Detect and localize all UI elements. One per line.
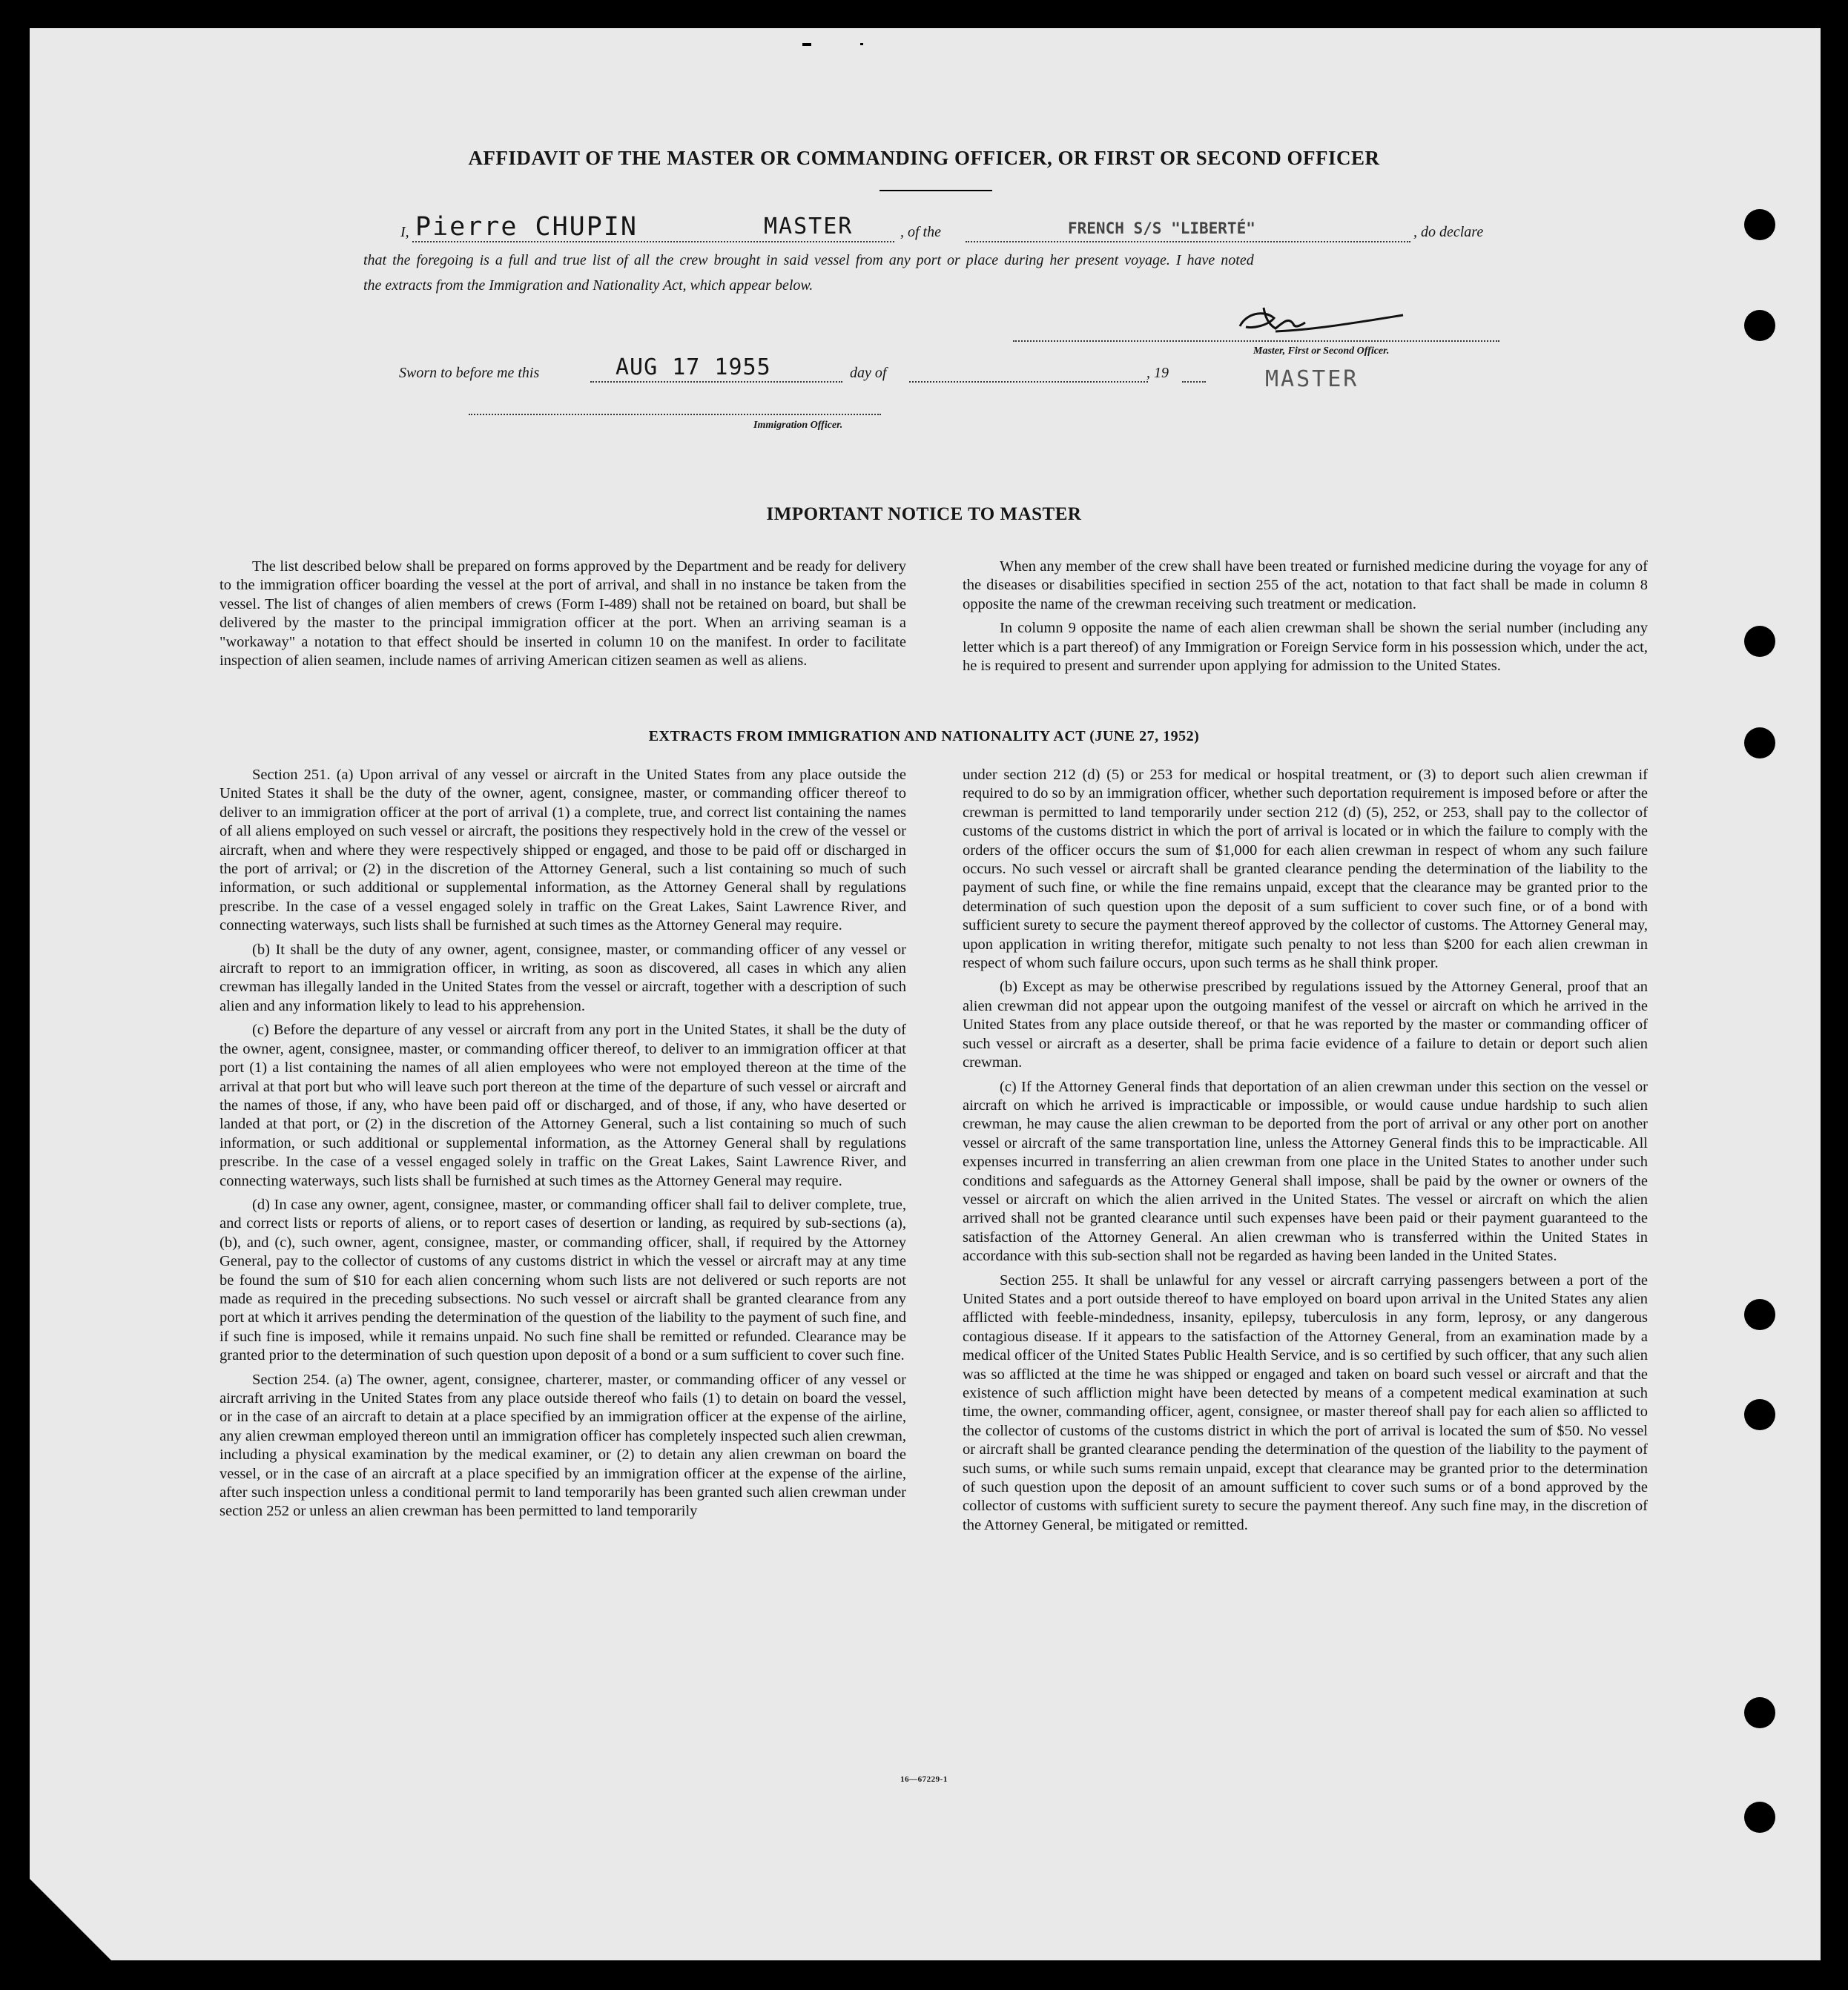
sworn-label: Sworn to before me this — [399, 365, 540, 381]
master-name: Pierre CHUPIN — [415, 212, 638, 242]
extracts-left-column — [220, 766, 906, 1527]
sworn-date: AUG 17 1955 — [616, 354, 771, 380]
day-of-label: day of — [850, 365, 887, 381]
declaration-line-3: the extracts from the Immigration and Nationality Act, which appear below. — [363, 277, 814, 294]
statute-paragraph: (d) In case any owner, agent, consignee, master, or commanding officer shall fail to deliver complete, true, and correct lists or reports of aliens, or to report cases of desertion or landing, as required by sub-sections (a), (b), and (c), such owner, agent, consignee, master, or commanding officer, shall, if required by the Attorney General, pay to the collector of customs of any customs district in which the vessel or aircraft may at any time be found the sum of $10 for each alien concerning whom such lists are not delivered or such reports are not made as required in the preceding subsections. No such vessel or aircraft shall be granted clearance from any port at which it arrives pending the determination of the question of the liability to the payment of such fine, and if such fine is imposed, while it remains unpaid. No such fine shall be remitted or refunded. Clearance may be granted prior to the determination of such question upon deposit of a bond or a sum sufficient to cover such fine. — [220, 1196, 906, 1364]
top-mark — [860, 43, 863, 45]
month-line — [909, 381, 1148, 383]
folded-corner — [30, 1879, 111, 1960]
statute-paragraph: Section 251. (a) Upon arrival of any vessel or aircraft in the United States from any place outside the United States it shall be the duty of the owner, agent, consignee, master, or commanding officer thereof to deliver to an immigration officer at the port of arrival (1) a complete, true, and correct list containing the names of all aliens employed on such vessel or aircraft, the positions they respectively hold in the crew of the vessel or aircraft, when and where they were respectively shipped or engaged, and those to be paid off or discharged in the port of arrival; or (2) in the discretion of the Attorney General, such a list containing so much of such information, or such additional or supplemental information, as the Attorney General shall by regulations prescribe. In the case of a vessel engaged solely in traffic on the Great Lakes, Saint Lawrence River, and connecting waterways, such lists shall be furnished at such times as the Attorney General may require. — [220, 767, 906, 934]
statute-paragraph: (b) Except as may be otherwise prescribed by regulations issued by the Attorney General, proof that an alien crewman did not appear upon the outgoing manifest of the vessel or aircraft on which he arrived in the United States from any place outside thereof, or that he was reported by the master or commanding officer of such vessel or aircraft as a deserter, shall be prima facie evidence of a failure to detain or deport such alien crewman. — [963, 979, 1648, 1071]
statute-paragraph: under section 212 (d) (5) or 253 for medical or hospital treatment, or (3) to deport such alien crewman if required to do so by an immigration officer, whether such deportation requirement is imposed before or after the crewman is permitted to land temporarily under section 212 (d) (5), 252, or 253, shall pay to the collector of customs of the customs district in which the port of arrival is located or in which the failure to comply with the orders of the officer occurs the sum of $1,000 for each alien crewman in respect of whom any such failure occurs. No such vessel or aircraft shall be granted clearance pending the determination of the liability to the payment of such fine, or while the fine remains unpaid, except that the clearance may be granted prior to the determination of such question upon the deposit of a sum sufficient to cover such fine, or of a bond with sufficient surety to secure the payment thereof approved by the collector of customs. The Attorney General may, upon application in writing therefor, mitigate such penalty to not less than $200 for each alien crewman in respect of whom such failure occurs, upon such terms as he shall think proper. — [963, 767, 1648, 972]
year-label: , 19 — [1146, 365, 1169, 381]
statute-paragraph: Section 255. It shall be unlawful for any vessel or aircraft carrying passengers between a port of the United States and a port outside thereof to have employed on board upon arrival in the United States any alien afflicted with feeble-mindedness, insanity, epilepsy, tuberculosis in any form, leprosy, or any dangerous contagious disease. If it appears to the satisfaction of the Attorney General, from an examination made by a medical officer of the United States Public Health Service, and is so certified by such officer, that any such alien was so afflicted at the time he was shipped or engaged and taken on board such vessel or aircraft and that the existence of such affliction might have been detected by means of a competent medical examination at such time, the owner, commanding officer, agent, consignee, or master thereof shall pay for each alien so afflicted to the collector of customs of the customs district in which the port of arrival is located the sum of $50. No vessel or aircraft shall be granted clearance pending the determination of the question of the liability to the payment of such sums, or while such sums remain unpaid, except that clearance may be granted prior to the determination of such question upon the deposit of an amount sufficient to cover such sums or of a bond approved by the collector of customs with sufficient surety to secure the payment thereof. Any such fine may, in the discretion of the Attorney General, be mitigated or remitted. — [963, 1272, 1648, 1533]
notice-title: IMPORTANT NOTICE TO MASTER — [766, 504, 1082, 524]
punch-hole — [1744, 1399, 1775, 1430]
extracts-right-column — [963, 766, 1648, 1540]
officer-title-stamp: MASTER — [1265, 366, 1359, 392]
declaration-i: I, — [400, 224, 409, 240]
sworn-date-line — [590, 381, 842, 383]
extracts-title: EXTRACTS FROM IMMIGRATION AND NATIONALITY ACT (JUNE 27, 1952) — [648, 728, 1200, 744]
officer-signature — [1231, 300, 1409, 345]
punch-hole — [1744, 1802, 1775, 1833]
notice-right-column — [963, 558, 1648, 681]
declaration-line-2: that the foregoing is a full and true list of all the crew brought in said vessel from any port or place during her present voyage. I have noted — [363, 252, 1254, 268]
officer-signature-line — [1013, 340, 1499, 342]
punch-hole — [1744, 310, 1775, 341]
vessel-name: FRENCH S/S "LIBERTÉ" — [1068, 219, 1255, 237]
year-line — [1182, 381, 1206, 383]
punch-hole — [1744, 209, 1775, 240]
notice-paragraph: In column 9 opposite the name of each alien crewman shall be shown the serial number (including any letter which is a part thereof) of any Immigration or Foreign Service form in his possession which, under the act, he is required to present and surrender upon applying for admission to the United States. — [963, 620, 1648, 675]
immigration-officer-caption: Immigration Officer. — [753, 420, 843, 431]
notice-paragraph: The list described below shall be prepared on forms approved by the Department and be ready for delivery to the immigration officer boarding the vessel at the port of arrival, and shall in no instance be taken from the vessel. The list of changes of alien members of crews (Form I-489) shall not be retained on board, but shall be delivered by the master to the principal immigration officer at the port. When an arriving seaman is a "workaway" a notation to that effect should be inserted in column 10 on the manifest. In order to facilitate inspection of alien seamen, include names of arriving American citizen seamen as well as aliens. — [220, 558, 906, 670]
affidavit-title: AFFIDAVIT OF THE MASTER OR COMMANDING OFFICER, OR FIRST OR SECOND OFFICER — [468, 147, 1380, 169]
of-the-label: , of the — [900, 224, 941, 240]
statute-paragraph: (b) It shall be the duty of any owner, agent, consignee, master, or commanding officer of any vessel or aircraft to report to an immigration officer, in writing, as soon as discovered, all cases in which any alien crewman has illegally landed in the United States from the vessel or aircraft, together with a description of such alien and any information likely to lead to his apprehension. — [220, 941, 906, 1014]
statute-paragraph: Section 254. (a) The owner, agent, consignee, charterer, master, or commanding officer of any vessel or aircraft arriving in the United States from any place outside thereof who fails (1) to detain on board the vessel, or in the case of an aircraft to detain at a place specified by an immigration officer at the expense of the airline, any alien crewman employed thereon until an immigration officer has completely inspected such alien crewman, including a physical examination by the medical examiner, or (2) to detain any alien crewman on board the vessel, or in the case of an aircraft at a place specified by an immigration officer at the expense of the airline, after such inspection unless a conditional permit to land temporarily has been granted such alien crewman under section 252 or unless an alien crewman has been permitted to land temporarily — [220, 1371, 906, 1520]
officer-caption: Master, First or Second Officer. — [1253, 346, 1390, 357]
form-footer-code: 16—67229-1 — [900, 1775, 948, 1784]
notice-left-column — [220, 558, 906, 675]
statute-paragraph: (c) If the Attorney General finds that deportation of an alien crewman under this section on the vessel or aircraft on which he arrived is impracticable or impossible, or would cause undue hardship to such alien crewman, he may cause the alien crewman to be deported from the port of arrival or any other port on another vessel or aircraft of the same transportation line, unless the Attorney General finds this to be impracticable. All expenses incurred in transferring an alien crewman from one place in the United States to another under such conditions and safeguards as the Attorney General shall impose, shall be paid by the owner or owners of the vessel or aircraft on which the alien arrived in the United States. The vessel or aircraft on which the alien arrived shall not be granted clearance until such expenses have been paid or their payment guaranteed to the satisfaction of the Attorney General. An alien crewman who is transferred within the United States in accordance with this sub-section shall not be regarded as having been landed in the United States. — [963, 1078, 1648, 1265]
punch-hole — [1744, 626, 1775, 657]
punch-hole — [1744, 1697, 1775, 1728]
immigration-officer-line — [469, 414, 881, 415]
do-declare-label: , do declare — [1413, 224, 1484, 240]
title-rule — [880, 190, 992, 191]
master-rank: MASTER — [764, 214, 854, 239]
punch-hole — [1744, 1299, 1775, 1330]
notice-paragraph: When any member of the crew shall have been treated or furnished medicine during the voyage for any of the diseases or disabilities specified in section 255 of the act, notation to that fact shall be made in column 8 opposite the name of the crewman receiving such treatment or medication. — [963, 558, 1648, 612]
vessel-line — [966, 241, 1410, 242]
statute-paragraph: (c) Before the departure of any vessel or aircraft from any port in the United States, it shall be the duty of the owner, agent, consignee, master, or commanding officer thereof, to deliver to an immigration officer at that port (1) a list containing the names of all alien employees who were not employed thereon at the time of the arrival at that port but who will leave such port thereon at the time of the departure of such vessel or aircraft and the names of those, if any, who have been paid off or discharged, and of those, if any, who have deserted or landed at that port, or (2) in the discretion of the Attorney General, such a list containing so much of such information, or such additional or supplemental information, as the Attorney General shall by regulations prescribe. In the case of a vessel engaged solely in traffic on the Great Lakes, Saint Lawrence River, and connecting waterways, such lists shall be furnished at such times as the Attorney General may require. — [220, 1022, 906, 1189]
top-mark — [802, 43, 811, 46]
